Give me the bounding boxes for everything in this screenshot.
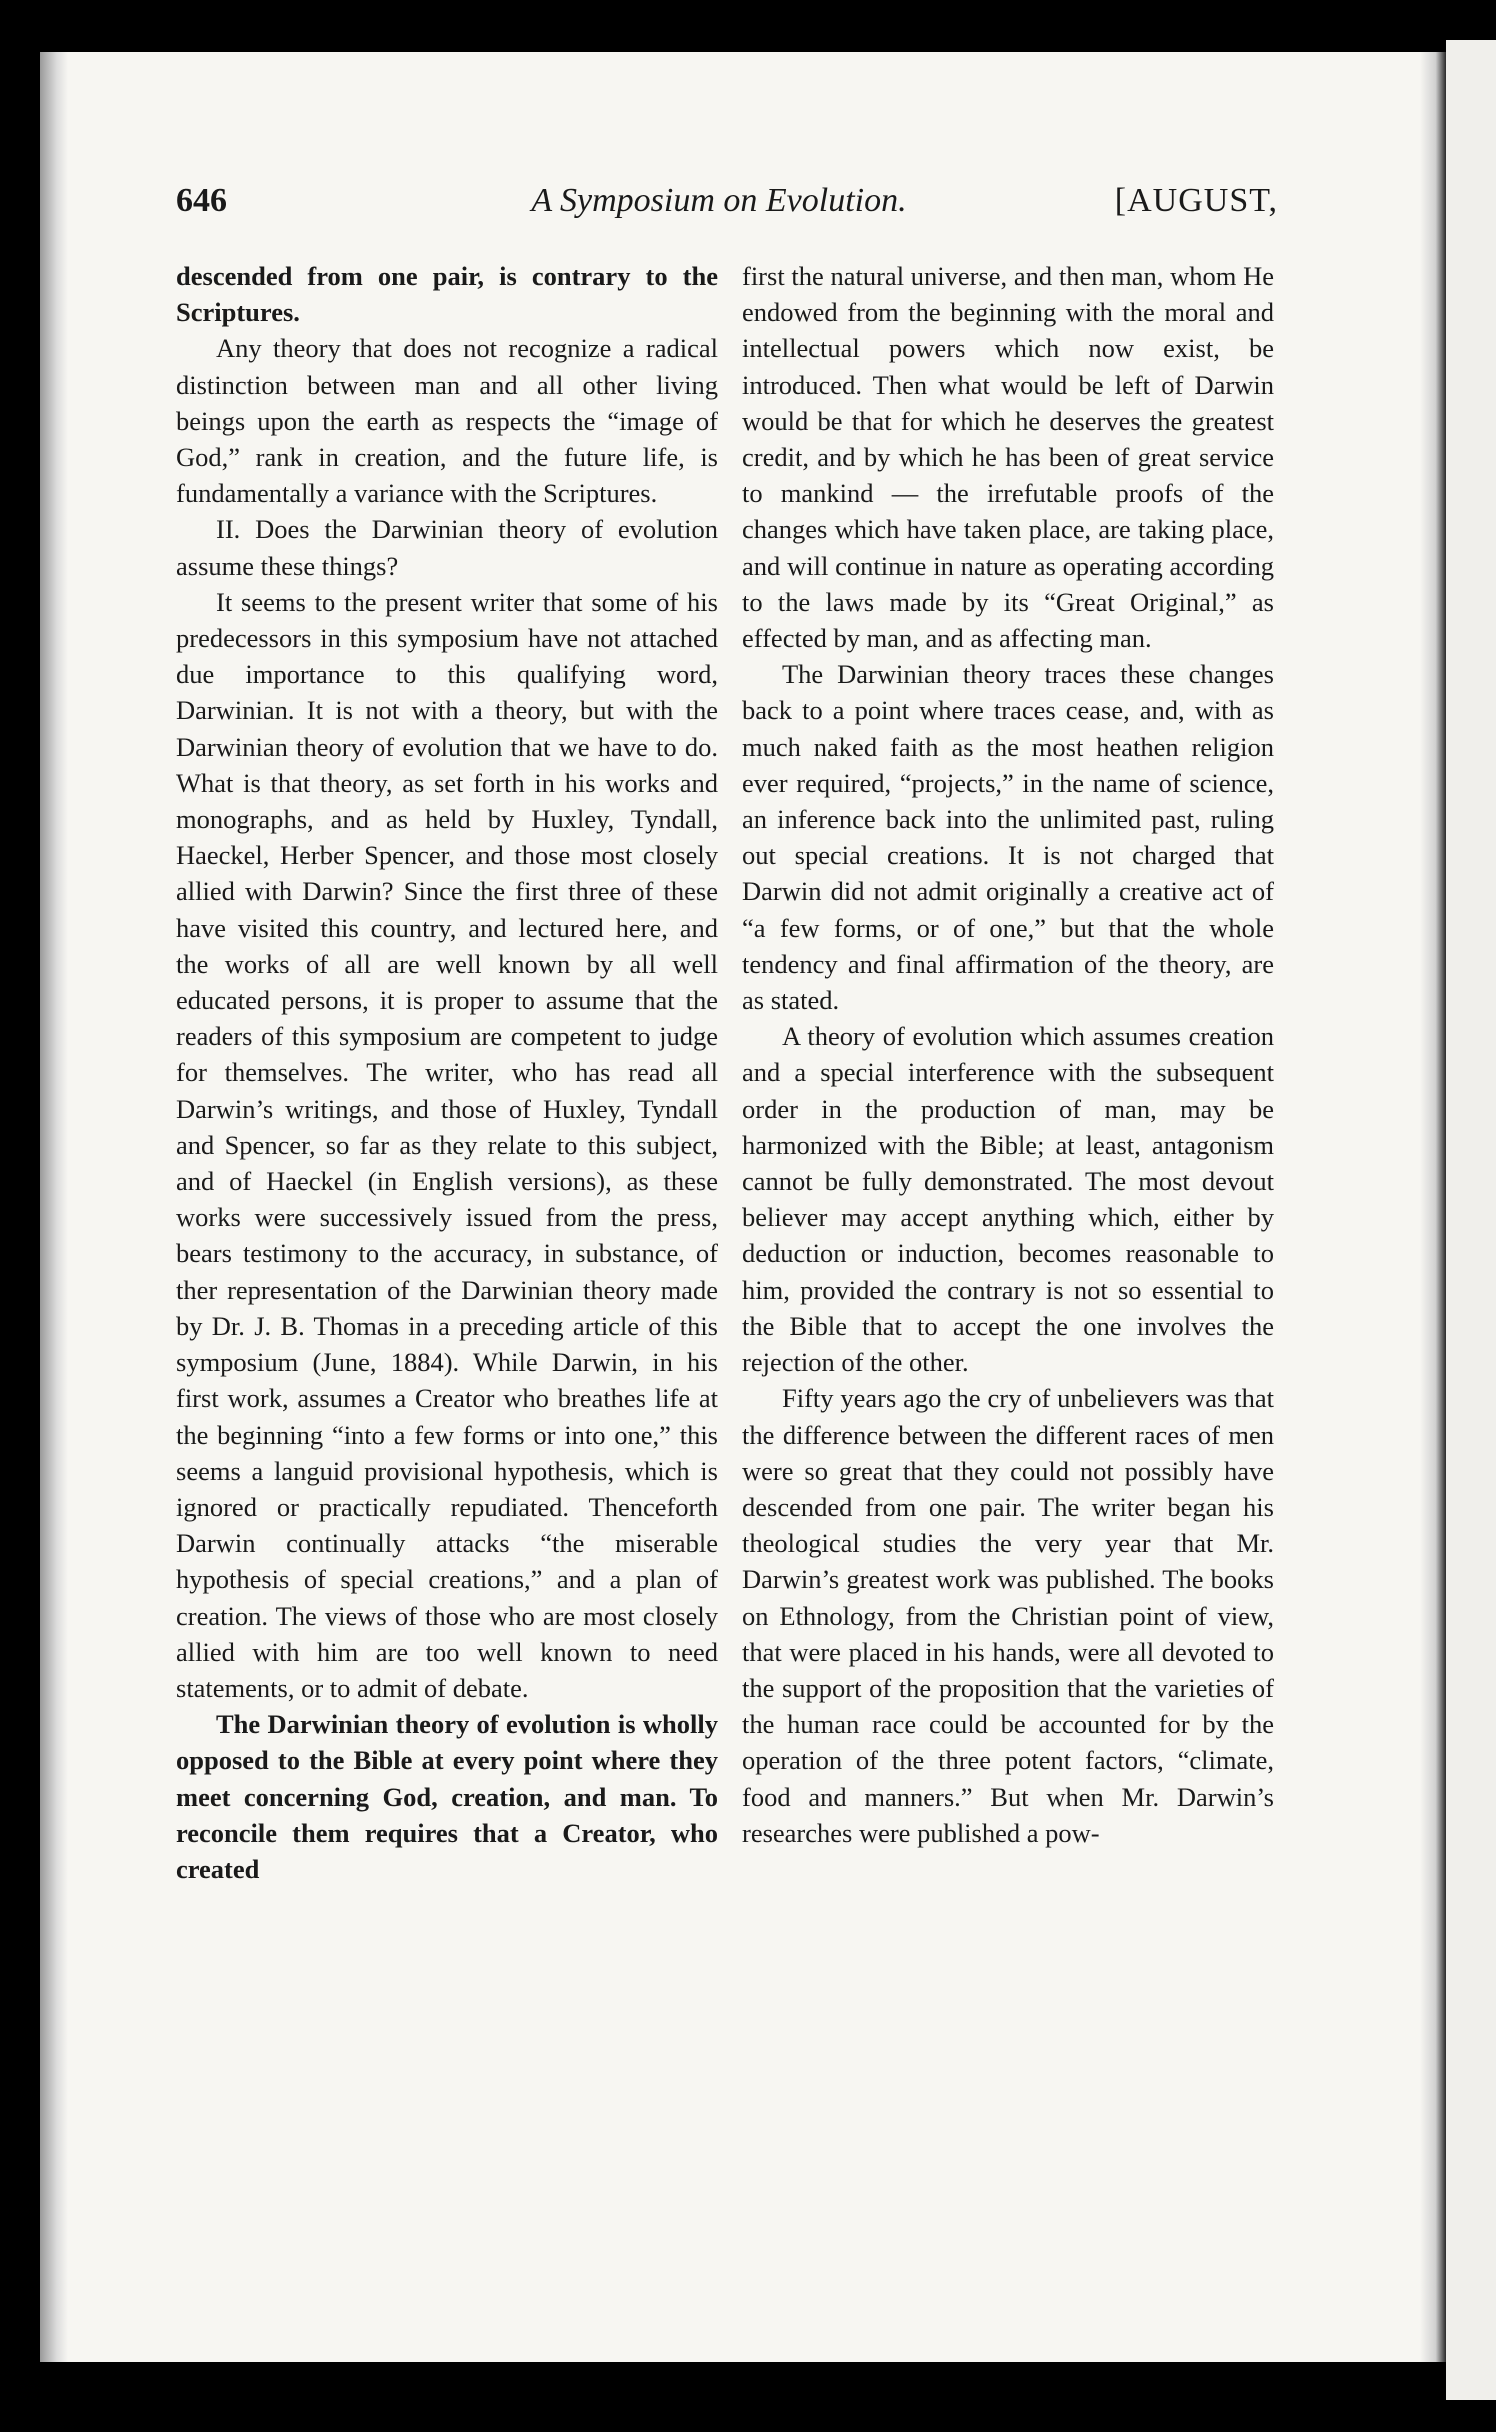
paragraph: Any theory that does not recognize a radical distinction between man and all other living beings upon the earth as respects the “image of God,” rank in creation, and the future life, is fundamentally a variance with the Scriptures. xyxy=(176,333,718,509)
paragraph: descended from one pair, is contrary to the Scriptures. xyxy=(176,261,718,328)
page-binding-shadow xyxy=(40,52,68,2362)
paragraph: The Darwinian theory traces these changes back to a point where traces cease, and, with as much naked faith as the most heathen religion ever required, “projects,” in the name of science, an inference back into the unlimited past, ruling out special creations. It is not charged that Darwin did not admit originally a creative act of “a few forms, or of one,” but that the whole tendency and final affirmation of the theory, are as stated. xyxy=(742,659,1274,1016)
right-column xyxy=(742,258,1274,1851)
paragraph: A theory of evolution which assumes creation and a special interference with the subsequent order in the production of man, may be harmonized with the Bible; at least, antagonism cannot be fully demonstrated. The most devout believer may accept anything which, either by deduction or induction, becomes reasonable to him, provided the contrary is not so essential to the Bible that to accept the one involves the rejection of the other. xyxy=(742,1021,1274,1378)
left-column xyxy=(176,258,718,1887)
running-header xyxy=(176,182,1278,238)
page-number: 646 xyxy=(176,182,227,219)
paragraph: first the natural universe, and then man, whom He endowed from the beginning with the moral and intellectual powers which now exist, be introduced. Then what would be left of Darwin would be that for which he deserves the greatest credit, and by which he has been of great service to mankind — the irrefutable proofs of the changes which have taken place, are taking place, and will continue in nature as operating according to the laws made by its “Great Original,” as effected by man, and as affecting man. xyxy=(742,261,1274,654)
paragraph: The Darwinian theory of evolution is wholly opposed to the Bible at every point where they meet concerning God, creation, and man. To reconcile them requires that a Creator, who created xyxy=(176,1709,718,1884)
adjacent-page-edge xyxy=(1446,40,1496,2400)
paragraph: Fifty years ago the cry of unbelievers was that the difference between the different races of men were so great that they could not possibly have descended from one pair. The writer began his theological studies the very year that Mr. Darwin’s greatest work was published. The books on Ethnology, from the Christian point of view, that were placed in his hands, were all devoted to the support of the proposition that the varieties of the human race could be accounted for by the operation of the three potent factors, “climate, food and manners.” But when Mr. Darwin’s researches were published a pow- xyxy=(742,1383,1274,1848)
issue-month: [AUGUST, xyxy=(1114,182,1278,219)
page-gutter-shadow xyxy=(1420,52,1446,2362)
paragraph: II. Does the Darwinian theory of evolution assume these things? xyxy=(176,514,718,581)
paragraph: It seems to the present writer that some of his predecessors in this symposium have not attached due importance to this qualifying word, Darwinian. It is not with a theory, but with the Darwinian theory of evolution that we have to do. What is that theory, as set forth in his works and monographs, and as held by Huxley, Tyndall, Haeckel, Herber Spencer, and those most closely allied with Darwin? Since the first three of these have visited this country, and lectured here, and the works of all are well known by all well educated persons, it is proper to assume that the readers of this symposium are competent to judge for themselves. The writer, who has read all Darwin’s writings, and those of Huxley, Tyndall and Spencer, so far as they relate to this subject, and of Haeckel (in English versions), as these works were successively issued from the press, bears testimony to the accuracy, in substance, of ther representation of the Darwinian theory made by Dr. J. B. Thomas in a preceding article of this symposium (June, 1884). While Darwin, in his first work, assumes a Creator who breathes life at the beginning “into a few forms or into one,” this seems a languid provisional hypothesis, which is ignored or practically repudiated. Thenceforth Darwin continually attacks “the miserable hypothesis of special creations,” and a plan of creation. The views of those who are most closely allied with him are too well known to need statements, or to admit of debate. xyxy=(176,586,718,1703)
running-title: A Symposium on Evolution. xyxy=(531,182,907,219)
